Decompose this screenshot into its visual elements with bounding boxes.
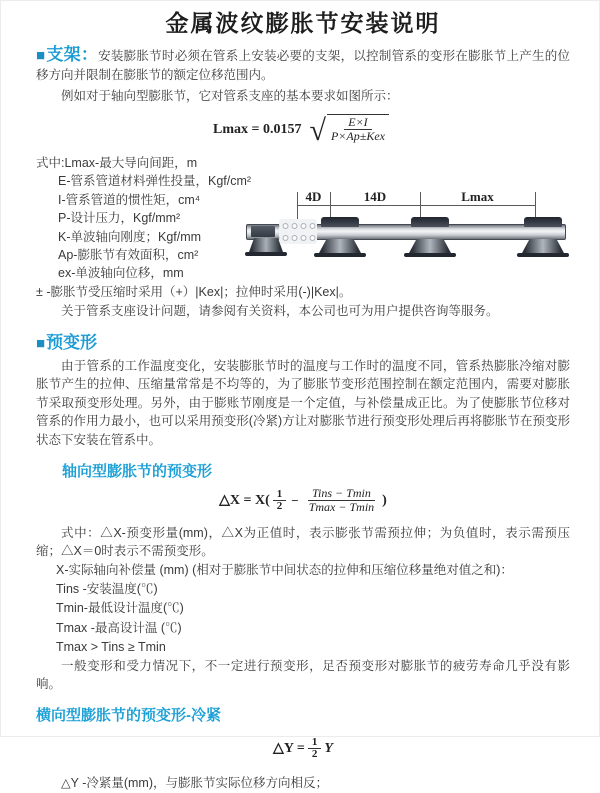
anchor-clamp [251, 226, 275, 237]
temperature-fraction [305, 487, 378, 514]
half-denominator: 2 [311, 748, 318, 761]
minus-operator: − [291, 492, 299, 508]
support-section-heading: 支架： [46, 45, 99, 64]
one-half-fraction [273, 489, 287, 512]
dimension-line [297, 205, 535, 206]
axial-line: 式中：△X-预变形量(mm)，△X为正值时，表示膨张节需预拉伸；为负值时，表示需预压缩；△X＝0时表示不需预变形。 [36, 525, 570, 558]
dim-label-14d: 14D [363, 189, 387, 204]
anchor-pedestal [249, 238, 283, 252]
temperature-fraction-denominator: Tmax − Tmin [308, 499, 375, 514]
radical-sign: √ [309, 114, 326, 147]
support-intro-paragraph [36, 45, 570, 85]
axial-formula-lhs: △X = X( [219, 492, 270, 508]
support-intro-text: 安装膨胀节时必须在管系上安装必要的支架，以控制管系的变形在膨胀节上产生的位移方向并限制在膨胀节的额定位移范围内。 [36, 49, 571, 82]
guide-support-base [314, 253, 366, 257]
axial-formula [36, 487, 570, 514]
definition-line: P-设计压力，Kgf/mm² [58, 211, 181, 226]
lmax-fraction-denominator: P×Ap±Kex [330, 129, 385, 143]
anchor-base [245, 252, 287, 256]
axial-line: Tins -安装温度(℃) [56, 582, 158, 597]
pipe-support-diagram [245, 186, 581, 281]
guide-support-pedestal [522, 239, 564, 253]
section-square-icon: ■ [36, 47, 46, 64]
lmax-formula [36, 114, 570, 147]
guide-support-base [404, 253, 456, 257]
lmax-fraction [327, 114, 389, 143]
sqrt-radical-group [309, 114, 393, 147]
definition-line: Ap-膨胀节有效面积，cm² [58, 248, 199, 263]
axial-line: Tmin-最低设计温度(℃) [56, 601, 184, 616]
definition-line: ex-单波轴向位移，mm [58, 266, 184, 281]
definition-line: 式中:Lmax-最大导向间距，m [36, 156, 198, 170]
bellows-expansion-joint [279, 219, 317, 244]
axial-subsection-heading: 轴向型膨胀节的预变形 [62, 462, 213, 480]
predeform-section-heading-row [36, 333, 570, 354]
axial-line: 一般变形和受力情况下，不一定进行预变形，足否预变形对膨胀节的疲劳寿命几乎没有影响。 [36, 659, 570, 692]
guide-support-base [517, 253, 569, 257]
lateral-formula [36, 737, 570, 760]
temperature-fraction-numerator: Tins − Tmin [308, 487, 375, 501]
definition-line: K-单波轴向刚度；Kgf/mm [58, 229, 202, 244]
predeform-paragraph: 由于管系的工作温度变化，安装膨胀节时的温度与工作时的温度不同，管系热膨胀冷缩对膨胀节产生的拉伸、压缩量常常是不均等的，为了膨胀节变形范围控制在额定范围内，需要对膨胀节采取预变形处理。另外，由于膨账节刚度是一个定值，与补偿量成正比。为了使膨胀节位移对管系的作用力最小，也可以采用预变形(冷紧)方让对膨胀节进行预变形处理后再将膨胀节在预变形状态下安装在管系中。 [36, 358, 570, 448]
guide-support-cap [524, 217, 562, 227]
guide-support-cap [411, 217, 449, 227]
support-example-line: 例如对于轴向型膨胀节，它对管系支座的基本要求如图所示： [61, 89, 399, 103]
definitions-and-diagram-zone [36, 154, 570, 321]
guide-support-pedestal [319, 239, 361, 253]
one-half-fraction [308, 737, 322, 760]
lmax-formula-lhs: Lmax = 0.0157 [213, 121, 302, 137]
lateral-note-line: △Y -冷紧量(mm)，与膨胀节实际位移方向相反； [61, 776, 329, 791]
half-denominator: 2 [276, 499, 283, 512]
lateral-subsection-heading: 横向型膨胀节的预变形-冷紧 [36, 707, 221, 725]
dim-label-4d: 4D [305, 189, 322, 204]
definition-line: E-管系管道材料弹性投量，Kgf/cm² [58, 174, 252, 189]
lmax-fraction-numerator: E×I [344, 116, 371, 130]
axial-formula-rhs: ) [382, 492, 387, 508]
guide-support-cap [321, 217, 359, 227]
page-title: 金属波纹膨胀节安装说明 [165, 10, 441, 36]
dim-label-lmax: Lmax [461, 189, 494, 204]
half-numerator: 1 [273, 489, 287, 501]
predeform-section-heading: 预变形 [46, 332, 98, 352]
support-note-line: 关于管系支座设计问题，请参阅有关资料，本公司也可为用户提供咨询等服务。 [61, 304, 499, 319]
half-numerator: 1 [308, 737, 322, 749]
lateral-formula-lhs: △Y = [273, 741, 305, 757]
guide-support-pedestal [409, 239, 451, 253]
definition-line: I-管系管道的惯性矩，cm⁴ [58, 192, 201, 207]
definition-line: ± -膨胀节受压缩时采用（+）|Kex|；拉伸时采用(-)|Kex|。 [36, 284, 352, 299]
axial-line: Tmax -最高设计温 (℃) [56, 620, 182, 635]
lateral-formula-rhs: Y [324, 741, 333, 757]
axial-line: X-实际轴向补偿量 (mm) (相对于膨胀节中间状态的拉伸和压缩位移量绝对值之和)： [56, 563, 513, 578]
axial-explanation-lines [36, 524, 570, 694]
section-square-icon: ■ [36, 334, 46, 352]
axial-line: Tmax > Tins ≥ Tmin [56, 639, 166, 654]
